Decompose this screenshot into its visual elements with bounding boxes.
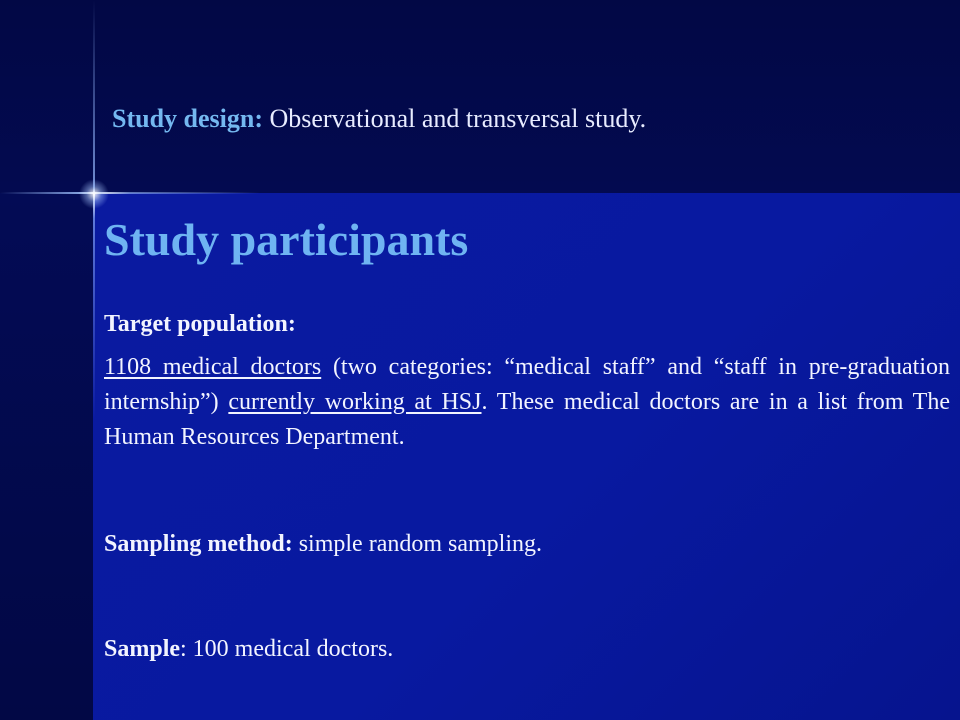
study-design-label: Study design: [112,104,263,133]
top-background-band [0,0,960,193]
sample-line [104,632,924,666]
target-population-label: Target population: [104,311,296,337]
left-background-band [0,193,93,720]
study-design-text: Observational and transversal study. [263,104,647,133]
sampling-method-line [104,527,924,561]
sample-text: : 100 medical doctors. [180,636,394,662]
target-population-paragraph [104,350,950,455]
medical-doctors-count-link[interactable]: 1108 medical doctors [104,354,322,380]
slide-heading: Study participants [104,214,469,265]
working-at-hsj-link[interactable]: currently working at HSJ [228,389,482,415]
sampling-method-label: Sampling method: [104,531,293,557]
sparkle-vertical-ray [93,0,95,420]
sparkle-star-icon [79,179,109,209]
sample-label: Sample [104,636,181,662]
target-population-text-2: . These medical doctors are in a list from The Human Resources Department. [104,389,950,450]
sparkle-horizontal-ray [0,192,260,194]
sampling-method-text: simple random sampling. [292,531,543,557]
study-design-line [112,101,932,137]
target-population-text-1: (two categories: “medical staff” and “staff in pre-graduation internship”) [104,354,950,415]
